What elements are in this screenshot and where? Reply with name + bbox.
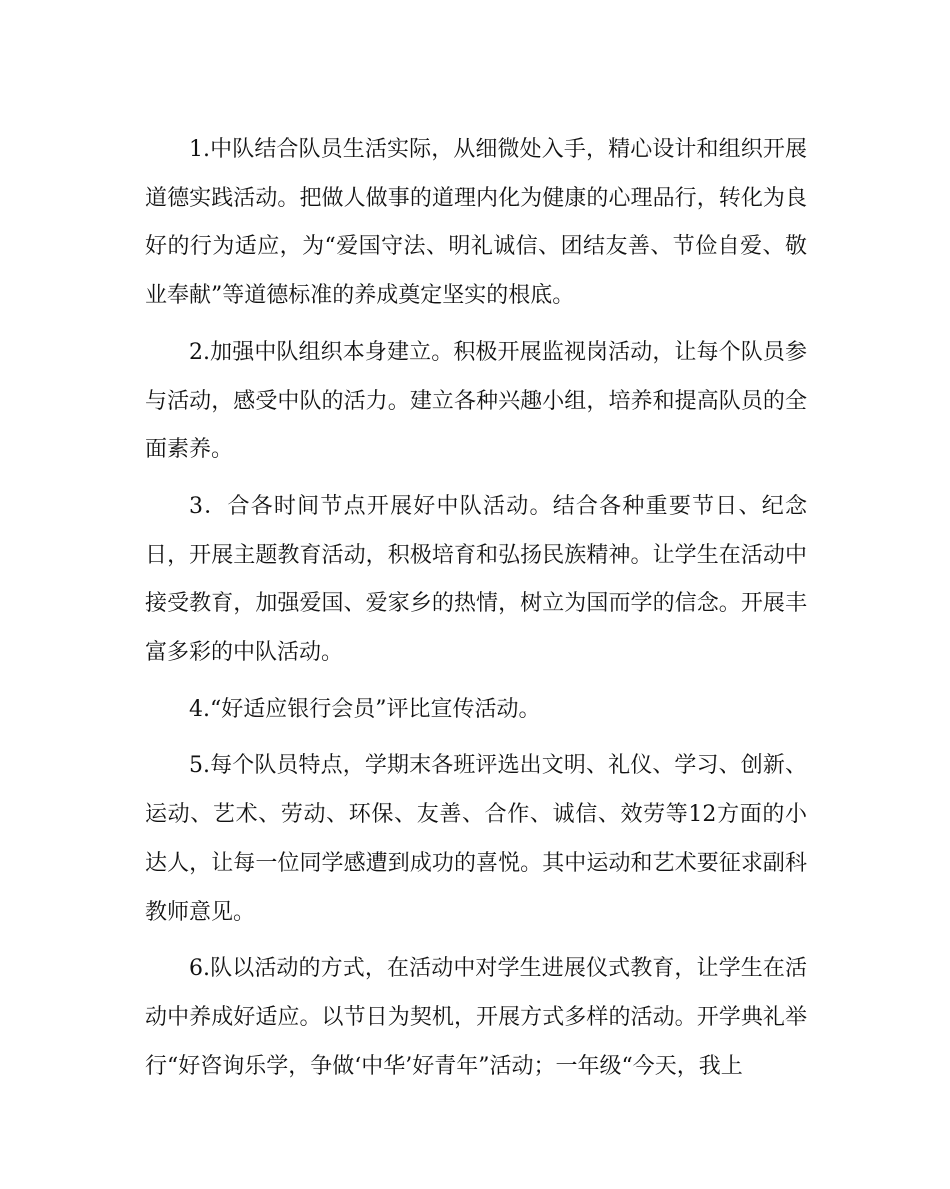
paragraph-3: 3．合各时间节点开展好中队活动。结合各种重要节日、纪念日，开展主题教育活动，积极培育和弘扬民族精神。让学生在活动中接受教育，加强爱国、爱家乡的热情，树立为国而学的信念。开展丰富多彩的中队活动。	[145, 493, 807, 666]
paragraph-2: 2.加强中队组织本身建立。积极开展监视岗活动，让每个队员参与活动，感受中队的活力。建立各种兴趣小组，培养和提高队员的全面素养。	[145, 339, 807, 463]
paragraph-1: 1.中队结合队员生活实际，从细微处入手，精心设计和组织开展道德实践活动。把做人做事的道理内化为健康的心理品行，转化为良好的行为适应，为“爱国守法、明礼诚信、团结友善、节俭自爱、敬业奉献”等道德标准的养成奠定坚实的根底。	[145, 137, 807, 309]
document-body	[145, 126, 807, 1099]
paragraph-4: 4.“好适应银行会员”评比宣传活动。	[189, 696, 541, 722]
paragraph-6: 6.队以活动的方式，在活动中对学生进展仪式教育，让学生在活动中养成好适应。以节日为契机，开展方式多样的活动。开学典礼举行“好咨询乐学，争做‘中华’好青年”活动；一年级“今天，我上	[145, 956, 807, 1079]
paragraph-5: 5.每个队员特点，学期末各班评选出文明、礼仪、学习、创新、运动、艺术、劳动、环保、友善、合作、诚信、效劳等12方面的小达人，让每一位同学感遭到成功的喜悦。其中运动和艺术要征求副科教师意见。	[145, 753, 807, 925]
